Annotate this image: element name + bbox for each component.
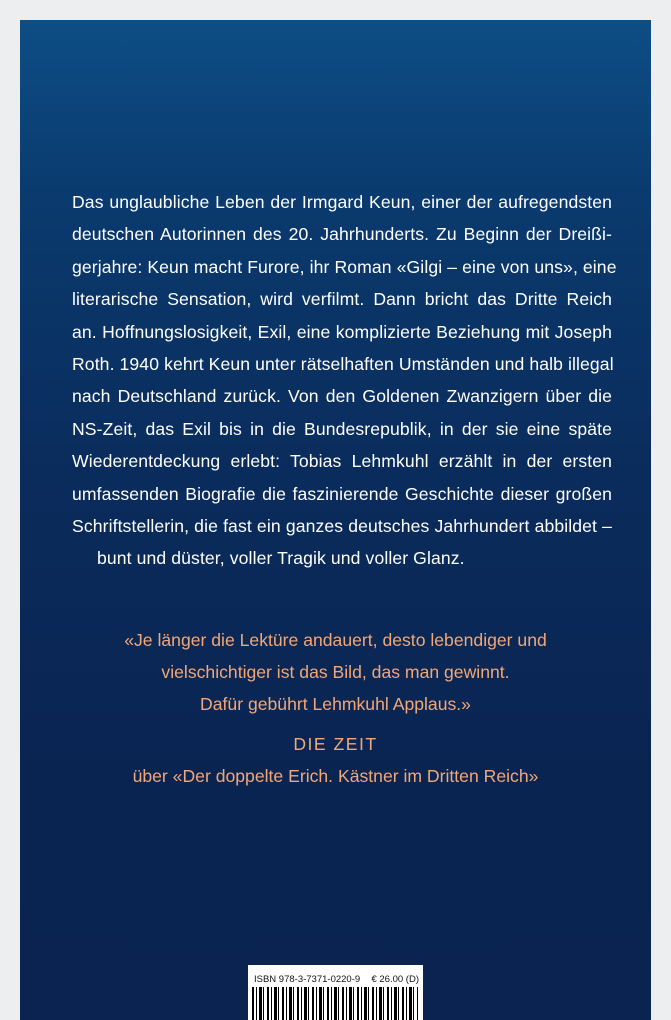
- source-reference: über «Der doppelte Erich. Kästner im Dritten Reich»: [132, 766, 539, 786]
- blurb-line: gerjahre: Keun macht Furore, ihr Roman «Gilgi – eine von uns», eine: [72, 256, 617, 277]
- quote-line: Dafür gebührt Lehmkuhl Applaus.»: [200, 694, 471, 714]
- quote-source: [20, 728, 651, 792]
- blurb-line: bunt und düster, voller Tragik und voller Glanz.: [97, 548, 465, 569]
- barcode-image: [252, 987, 418, 1020]
- isbn-number: ISBN 978-3-7371-0220-9: [254, 974, 361, 985]
- price: € 26.00 (D): [371, 974, 419, 985]
- source-name: DIE ZEIT: [293, 734, 378, 754]
- isbn-line: [254, 974, 419, 985]
- blurb-line: umfassenden Biografie die faszinierende Geschichte dieser großen: [72, 483, 612, 504]
- press-quote: [20, 624, 651, 720]
- blurb-line: Wiederentdeckung erlebt: Tobias Lehmkuhl erzählt in der ersten: [72, 451, 612, 472]
- blurb-line: NS-Zeit, das Exil bis in die Bundesrepublik, in der sie eine späte: [72, 418, 612, 439]
- blurb-line: Schriftstellerin, die fast ein ganzes deutsches Jahrhundert abbildet –: [72, 516, 612, 537]
- back-cover: [20, 20, 651, 1020]
- blurb-line: Das unglaubliche Leben der Irmgard Keun, einer der aufregendsten: [72, 192, 612, 212]
- blurb-line: deutschen Autorinnen des 20. Jahrhunderts. Zu Beginn der Dreißi-: [72, 224, 612, 245]
- blurb-text: [72, 186, 617, 575]
- blurb-line: Roth. 1940 kehrt Keun unter rätselhaften Umständen und halb illegal: [72, 354, 614, 375]
- blurb-line: nach Deutschland zurück. Von den Goldenen Zwanzigern über die: [72, 386, 612, 407]
- blurb-line: literarische Sensation, wird verfilmt. Dann bricht das Dritte Reich: [72, 289, 612, 310]
- blurb-line: an. Hoffnungslosigkeit, Exil, eine komplizierte Beziehung mit Joseph: [72, 321, 612, 342]
- quote-line: «Je länger die Lektüre andauert, desto lebendiger und: [124, 630, 547, 650]
- isbn-box: [248, 965, 423, 1020]
- quote-line: vielschichtiger ist das Bild, das man gewinnt.: [161, 662, 510, 682]
